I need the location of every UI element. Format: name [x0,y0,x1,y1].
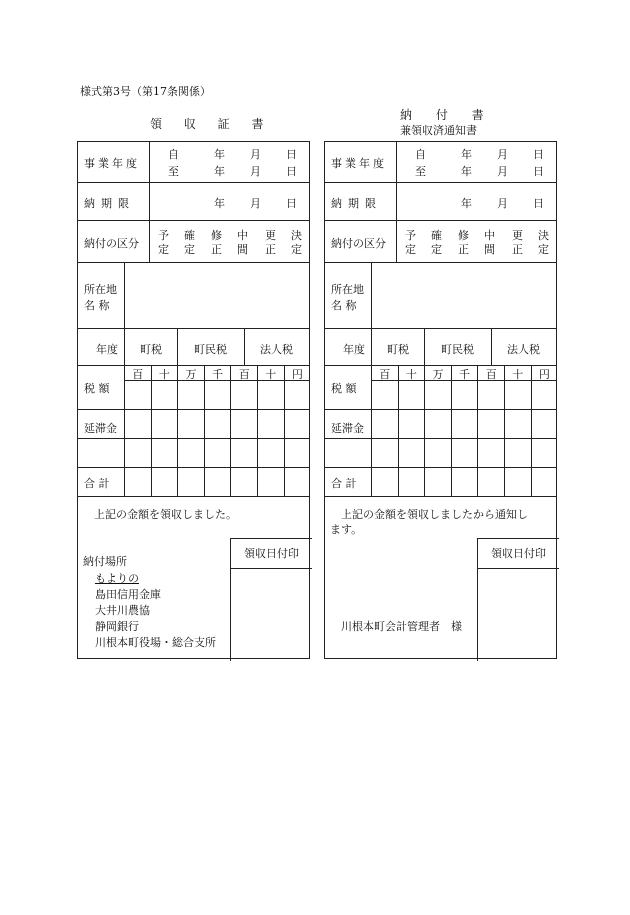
digit-unit: 万 [185,368,197,381]
stamp-box [477,538,559,661]
category-char: 定 [405,243,416,256]
late-fee-label: 延滞金 [84,422,117,435]
digit-col [151,366,178,496]
address-label: 所在地 [84,283,117,296]
digit-unit: 百 [485,368,497,381]
tax-type-row [78,329,309,366]
payment-place-item: 静岡銀行 [95,620,139,633]
category-char: 確 [431,229,442,242]
month-label: 月 [250,148,261,161]
digit-columns [371,366,556,496]
stamp-box [230,538,312,661]
digit-col [371,366,398,496]
category-char: 更 [265,229,276,242]
day-label: 日 [533,165,544,178]
name-label: 名 称 [331,299,357,312]
address-label: 所在地 [331,283,364,296]
payment-notice-subtitle: 兼領収済通知書 [400,124,477,137]
resident-tax-label: 町民税 [194,343,227,356]
year-label: 年 [214,165,225,178]
resident-tax-label: 町民税 [441,343,474,356]
corporate-tax-label: 法人税 [260,343,293,356]
due-date-label: 納期限 [84,197,135,210]
category-char: 決 [291,229,302,242]
stamp-label: 領収日付印 [231,539,312,569]
month-label: 月 [250,165,261,178]
from-label: 自 [168,148,179,161]
month-label: 月 [497,165,508,178]
category-char: 予 [158,229,169,242]
category-char: 正 [265,243,276,256]
year-label: 年 [461,165,472,178]
day-label: 日 [286,165,297,178]
digit-unit: 円 [291,368,303,381]
to-label: 至 [415,165,426,178]
payment-slip-title: 納 付 書 [400,108,494,122]
category-char: 間 [484,243,495,256]
digit-col [284,366,311,496]
day-label: 日 [286,148,297,161]
amount-grid [78,366,309,497]
tax-amount-label: 税 額 [331,382,357,395]
category-char: 正 [458,243,469,256]
digit-col [531,366,558,496]
digit-unit: 百 [238,368,250,381]
category-char: 更 [512,229,523,242]
payment-place-item: 川根本町役場・総合支所 [95,636,216,649]
receipt-slip [77,141,310,659]
due-date-row [78,183,309,221]
late-fee-label: 延滞金 [331,422,364,435]
month-label: 月 [497,148,508,161]
year-label: 年 [461,148,472,161]
digit-col [424,366,451,496]
digit-col [398,366,425,496]
category-char: 定 [158,243,169,256]
address-row [78,263,309,329]
payment-place-item: 大井川農協 [95,604,150,617]
year-label: 年 [214,197,225,210]
digit-unit: 円 [538,368,550,381]
tax-amount-label: 税 額 [84,382,110,395]
to-label: 至 [168,165,179,178]
town-tax-label: 町税 [140,343,162,356]
year-label: 年 [461,197,472,210]
digit-unit: 百 [379,368,391,381]
category-char: 予 [405,229,416,242]
category-char: 修 [211,229,222,242]
day-label: 日 [533,148,544,161]
category-char: 間 [237,243,248,256]
digit-unit: 千 [459,368,471,381]
receipt-title: 領 収 証 書 [150,117,273,131]
digit-col [451,366,478,496]
digit-unit: 十 [265,368,277,381]
business-year-row [325,142,556,183]
from-label: 自 [415,148,426,161]
digit-unit: 万 [432,368,444,381]
business-year-row [78,142,309,183]
month-label: 月 [497,197,508,210]
category-char: 定 [291,243,302,256]
due-date-label: 納期限 [331,197,382,210]
day-label: 日 [533,197,544,210]
amount-grid [325,366,556,497]
digit-col [477,366,504,496]
day-label: 日 [286,197,297,210]
digit-columns [124,366,309,496]
name-label: 名 称 [84,299,110,312]
category-char: 確 [184,229,195,242]
digit-unit: 十 [405,368,417,381]
digit-unit: 百 [132,368,144,381]
payment-place-item: 島田信用金庫 [95,588,161,601]
payment-category-label: 納付の区分 [84,237,139,250]
digit-unit: 十 [512,368,524,381]
category-char: 定 [538,243,549,256]
tax-type-row [325,329,556,366]
stamp-label: 領収日付印 [478,539,559,569]
nearest-label: もよりの [95,572,139,585]
category-char: 定 [431,243,442,256]
digit-col [230,366,257,496]
payment-slip [324,141,557,659]
receipt-statement: 上記の金額を領収しました。 [94,508,237,521]
payment-category-label: 納付の区分 [331,237,386,250]
category-char: 修 [458,229,469,242]
category-char: 定 [184,243,195,256]
digit-unit: 千 [212,368,224,381]
payment-category-row [78,221,309,263]
digit-unit: 十 [158,368,170,381]
corporate-tax-label: 法人税 [507,343,540,356]
category-char: 中 [237,229,248,242]
addressee: 川根本町会計管理者 様 [341,620,462,633]
notice-statement: ます。 [330,523,363,536]
digit-col [124,366,151,496]
business-year-label: 事業年度 [331,157,387,170]
form-number-label: 様式第3号（第17条関係） [80,85,211,98]
month-label: 月 [250,197,261,210]
notice-statement: 上記の金額を領収しましたから通知し [341,508,528,521]
due-date-row [325,183,556,221]
category-char: 中 [484,229,495,242]
payment-place-label: 納付場所 [83,555,127,568]
digit-col [177,366,204,496]
category-char: 決 [538,229,549,242]
fiscal-year-label: 年度 [96,343,118,356]
total-label: 合 計 [331,477,357,490]
digit-col [257,366,284,496]
fiscal-year-label: 年度 [343,343,365,356]
town-tax-label: 町税 [387,343,409,356]
year-label: 年 [214,148,225,161]
total-label: 合 計 [84,477,110,490]
digit-col [504,366,531,496]
address-row [325,263,556,329]
digit-col [204,366,231,496]
business-year-label: 事業年度 [84,157,140,170]
category-char: 正 [211,243,222,256]
category-char: 正 [512,243,523,256]
payment-category-row [325,221,556,263]
